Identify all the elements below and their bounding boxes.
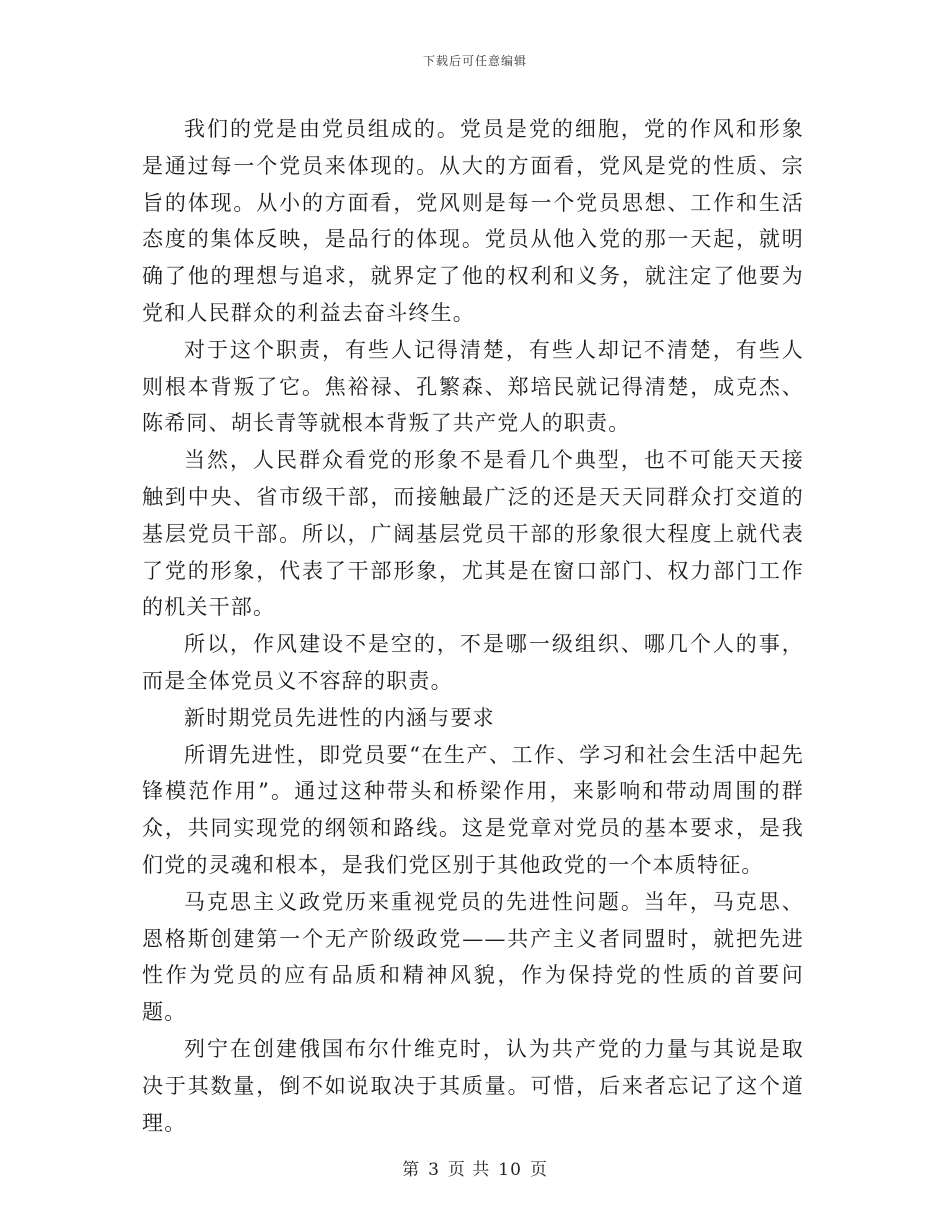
page-footer [0, 1155, 950, 1180]
paragraph-4: 所以，作风建设不是空的，不是哪一级组织、哪几个人的事，而是全体党员义不容辞的职责。 [142, 632, 804, 693]
paragraph-6: 马克思主义政党历来重视党员的先进性问题。当年，马克思、恩格斯创建第一个无产阶级政党——共产主义者同盟时，就把先进性作为党员的应有品质和精神风貌，作为保持党的性质的首要问题。 [142, 889, 804, 1025]
document-body [142, 111, 804, 1141]
footer-total-pages: 10 [498, 1160, 522, 1180]
footer-prefix: 第 [402, 1160, 421, 1180]
paragraph-1: 我们的党是由党员组成的。党员是党的细胞，党的作风和形象是通过每一个党员来体现的。从大的方面看，党风是党的性质、宗旨的体现。从小的方面看，党风则是每一个党员思想、工作和生活态度的集体反映，是品行的体现。党员从他入党的那一天起，就明确了他的理想与追求，就界定了他的权利和义务，就注定了他要为党和人民群众的利益去奋斗终生。 [142, 117, 804, 325]
paragraph-2: 对于这个职责，有些人记得清楚，有些人却记不清楚，有些人则根本背叛了它。焦裕禄、孔繁森、郑培民就记得清楚，成克杰、陈希同、胡长青等就根本背叛了共产党人的职责。 [142, 337, 804, 436]
page-header: 下载后可任意编辑 [422, 54, 527, 68]
footer-page-number: 3 [428, 1160, 440, 1180]
footer-middle: 页 共 [447, 1160, 491, 1180]
paragraph-7: 列宁在创建俄国布尔什维克时，认为共产党的力量与其说是取决于其数量，倒不如说取决于其质量。可惜，后来者忘记了这个道理。 [142, 1036, 804, 1135]
paragraph-5: 所谓先进性，即党员要“在生产、工作、学习和社会生活中起先锋模范作用”。通过这种带头和桥梁作用，来影响和带动周围的群众，共同实现党的纲领和路线。这是党章对党员的基本要求，是我们党的灵魂和根本，是我们党区别于其他政党的一个本质特征。 [142, 742, 804, 877]
section-heading: 新时期党员先进性的内涵与要求 [184, 705, 495, 730]
paragraph-3: 当然，人民群众看党的形象不是看几个典型，也不可能天天接触到中央、省市级干部，而接触最广泛的还是天天同群众打交道的基层党员干部。所以，广阔基层党员干部的形象很大程度上就代表了党的形象，代表了干部形象，尤其是在窗口部门、权力部门工作的机关干部。 [142, 448, 804, 620]
footer-suffix: 页 [529, 1160, 548, 1180]
